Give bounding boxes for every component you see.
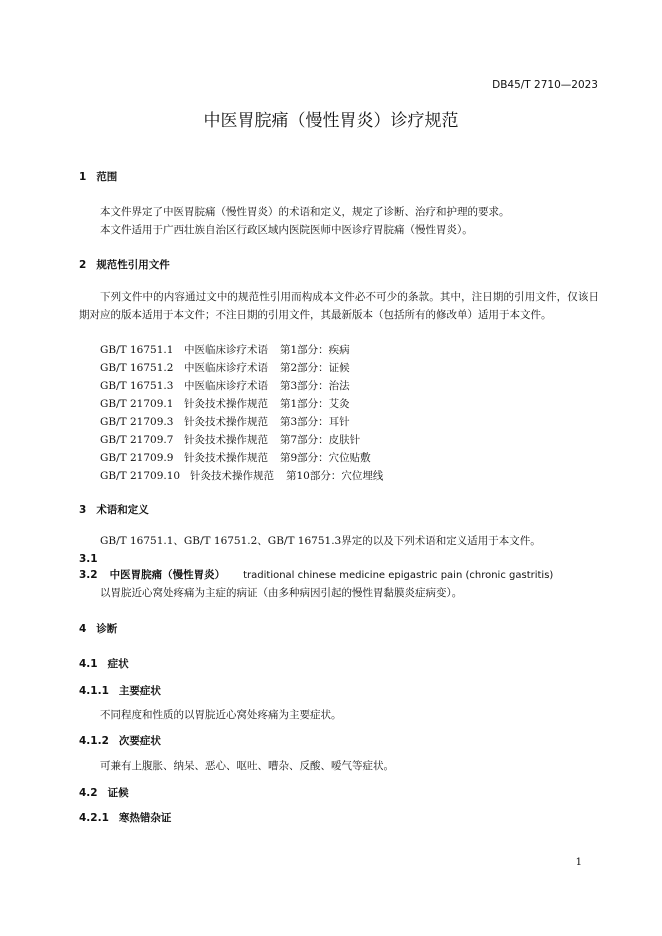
reference-name: 中医临床诊疗术语 xyxy=(184,344,268,356)
reference-part: 第2部分：证候 xyxy=(280,362,350,374)
subsection-number: 4.1.2 xyxy=(79,735,109,747)
normative-reference xyxy=(100,450,371,465)
subsection-number: 4.2.1 xyxy=(79,812,109,824)
subsection-4-2-1-heading xyxy=(79,810,171,825)
normative-reference xyxy=(100,378,350,393)
subsection-title: 寒热错杂证 xyxy=(118,812,172,824)
subsection-title: 证候 xyxy=(107,787,129,799)
paragraph: 不同程度和性质的以胃脘近心窝处疼痛为主要症状。 xyxy=(100,709,342,721)
reference-name: 中医临床诊疗术语 xyxy=(184,362,268,374)
paragraph: 可兼有上腹胀、纳呆、恶心、呕吐、嘈杂、反酸、嗳气等症状。 xyxy=(100,760,394,772)
subsection-4-1-2-heading xyxy=(79,733,161,748)
reference-code: GB/T 16751.1 xyxy=(100,344,174,356)
page-number: 1 xyxy=(575,857,582,868)
reference-code: GB/T 21709.10 xyxy=(100,470,181,482)
section-title: 范围 xyxy=(96,171,118,183)
section-number: 3 xyxy=(79,504,87,516)
subsection-number: 4.1 xyxy=(79,658,98,670)
reference-code: GB/T 21709.9 xyxy=(100,452,174,464)
reference-name: 针灸技术操作规范 xyxy=(184,434,268,446)
subsection-4-2-heading xyxy=(79,785,129,800)
document-code: DB45/T 2710—2023 xyxy=(492,79,598,91)
term-english: traditional chinese medicine epigastric pain (chronic gastritis) xyxy=(243,570,554,581)
reference-code: GB/T 16751.2 xyxy=(100,362,174,374)
section-title: 规范性引用文件 xyxy=(96,259,170,271)
reference-name: 针灸技术操作规范 xyxy=(184,452,268,464)
section-3-heading xyxy=(79,502,149,517)
normative-reference xyxy=(100,432,360,447)
subsection-number: 3.1 xyxy=(79,553,98,565)
term-number: 3.2 xyxy=(79,569,98,581)
reference-part: 第9部分：穴位贴敷 xyxy=(280,452,371,464)
section-number: 4 xyxy=(79,623,87,635)
normative-reference xyxy=(100,360,350,375)
reference-name: 针灸技术操作规范 xyxy=(184,416,268,428)
reference-part: 第7部分：皮肤针 xyxy=(280,434,361,446)
reference-code: GB/T 21709.1 xyxy=(100,398,174,410)
normative-reference xyxy=(100,342,350,357)
reference-name: 针灸技术操作规范 xyxy=(190,470,274,482)
reference-name: 针灸技术操作规范 xyxy=(184,398,268,410)
reference-code: GB/T 21709.7 xyxy=(100,434,174,446)
paragraph: 下列文件中的内容通过文中的规范性引用而构成本文件必不可少的条款。其中，注日期的引用文件，仅该日期对应的版本适用于本文件；不注日期的引用文件，其最新版本（包括所有的修改单）适用于本文件。 xyxy=(79,291,599,321)
section-title: 诊断 xyxy=(96,623,118,635)
reference-part: 第3部分：耳针 xyxy=(280,416,350,428)
paragraph: 本文件界定了中医胃脘痛（慢性胃炎）的术语和定义，规定了诊断、治疗和护理的要求。 xyxy=(100,206,510,218)
section-2-heading xyxy=(79,257,170,272)
paragraph: 本文件适用于广西壮族自治区行政区域内医院医师中医诊疗胃脘痛（慢性胃炎）。 xyxy=(100,224,473,236)
normative-reference xyxy=(100,414,350,429)
paragraph: GB/T 16751.1、GB/T 16751.2、GB/T 16751.3界定的以及下列术语和定义适用于本文件。 xyxy=(100,535,541,547)
section-4-heading xyxy=(79,621,117,636)
normative-reference xyxy=(100,468,383,483)
subsection-title: 次要症状 xyxy=(118,735,161,747)
reference-code: GB/T 16751.3 xyxy=(100,380,174,392)
reference-part: 第3部分：治法 xyxy=(280,380,350,392)
section-number: 2 xyxy=(79,259,87,271)
reference-part: 第1部分：疾病 xyxy=(280,344,350,356)
normative-reference xyxy=(100,396,350,411)
reference-part: 第1部分：艾灸 xyxy=(280,398,350,410)
subsection-title: 主要症状 xyxy=(118,685,161,697)
subsection-4-1-heading xyxy=(79,656,129,671)
subsection-title: 症状 xyxy=(107,658,129,670)
section-number: 1 xyxy=(79,171,87,183)
section-1-heading xyxy=(79,169,117,184)
term-chinese: 中医胃脘痛（慢性胃炎） xyxy=(109,569,226,581)
subsection-number: 4.2 xyxy=(79,787,98,799)
reference-name: 中医临床诊疗术语 xyxy=(184,380,268,392)
subsection-number: 4.1.1 xyxy=(79,685,109,697)
term-definition: 以胃脘近心窝处疼痛为主症的病证（由多种病因引起的慢性胃黏膜炎症病变）。 xyxy=(100,587,463,599)
reference-part: 第10部分：穴位埋线 xyxy=(286,470,384,482)
reference-code: GB/T 21709.3 xyxy=(100,416,174,428)
subsection-4-1-1-heading xyxy=(79,683,161,698)
section-title: 术语和定义 xyxy=(96,504,149,516)
document-title: 中医胃脘痛（慢性胃炎）诊疗规范 xyxy=(203,111,459,131)
term-entry xyxy=(79,567,553,582)
